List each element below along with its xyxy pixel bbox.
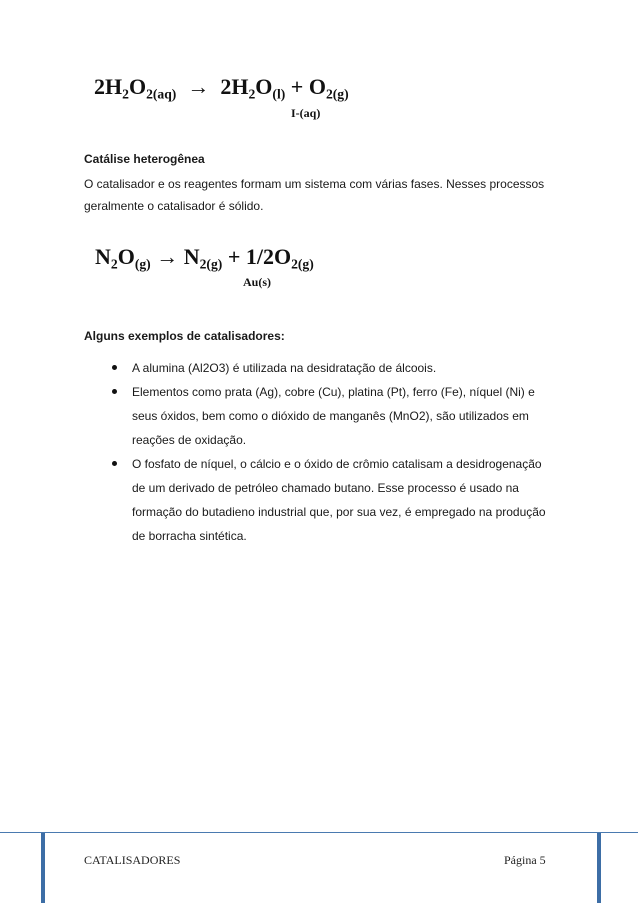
equation2-catalyst: Au(s) xyxy=(243,275,272,289)
section-heading-heterogeneous: Catálise heterogênea xyxy=(84,152,205,166)
equation1-catalyst: I-(aq) xyxy=(291,106,321,120)
footer-right-bar xyxy=(597,833,601,903)
catalyst-examples-list xyxy=(84,356,554,548)
equation-nitrous-oxide: $N_2O_{(g)} \to N_{2(g)} + 1/2O_{2(g)}$ xyxy=(95,244,314,272)
section-heading-examples: Alguns exemplos de catalisadores: xyxy=(84,329,285,343)
list-item: A alumina (Al2O3) é utilizada na desidratação de álcoois. xyxy=(84,356,554,380)
footer-title: CATALISADORES xyxy=(84,853,181,867)
list-item: Elementos como prata (Ag), cobre (Cu), platina (Pt), ferro (Fe), níquel (Ni) e seus óxidos, bem como o dióxido de manganês (MnO2), são utilizados em reações de oxidação. xyxy=(84,380,554,452)
page-number: Página 5 xyxy=(504,853,546,867)
footer-divider xyxy=(0,832,638,833)
bullet-icon xyxy=(112,389,117,394)
bullet-icon xyxy=(112,365,117,370)
section-text-heterogeneous: O catalisador e os reagentes formam um sistema com várias fases. Nesses processos geralmente o catalisador é sólido. xyxy=(84,177,545,213)
bullet-icon xyxy=(112,461,117,466)
list-item: O fosfato de níquel, o cálcio e o óxido de crômio catalisam a desidrogenação de um derivado de petróleo chamado butano. Esse processo é usado na formação do butadieno industrial que, por sua vez, é empregado na produção de borracha sintética. xyxy=(84,452,554,548)
equation-hydrogen-peroxide: $2H_2O_{2(aq)} \to 2H_2O_{(l)} + O_{2(g)}$ xyxy=(94,74,349,102)
footer-left-bar xyxy=(41,833,45,903)
